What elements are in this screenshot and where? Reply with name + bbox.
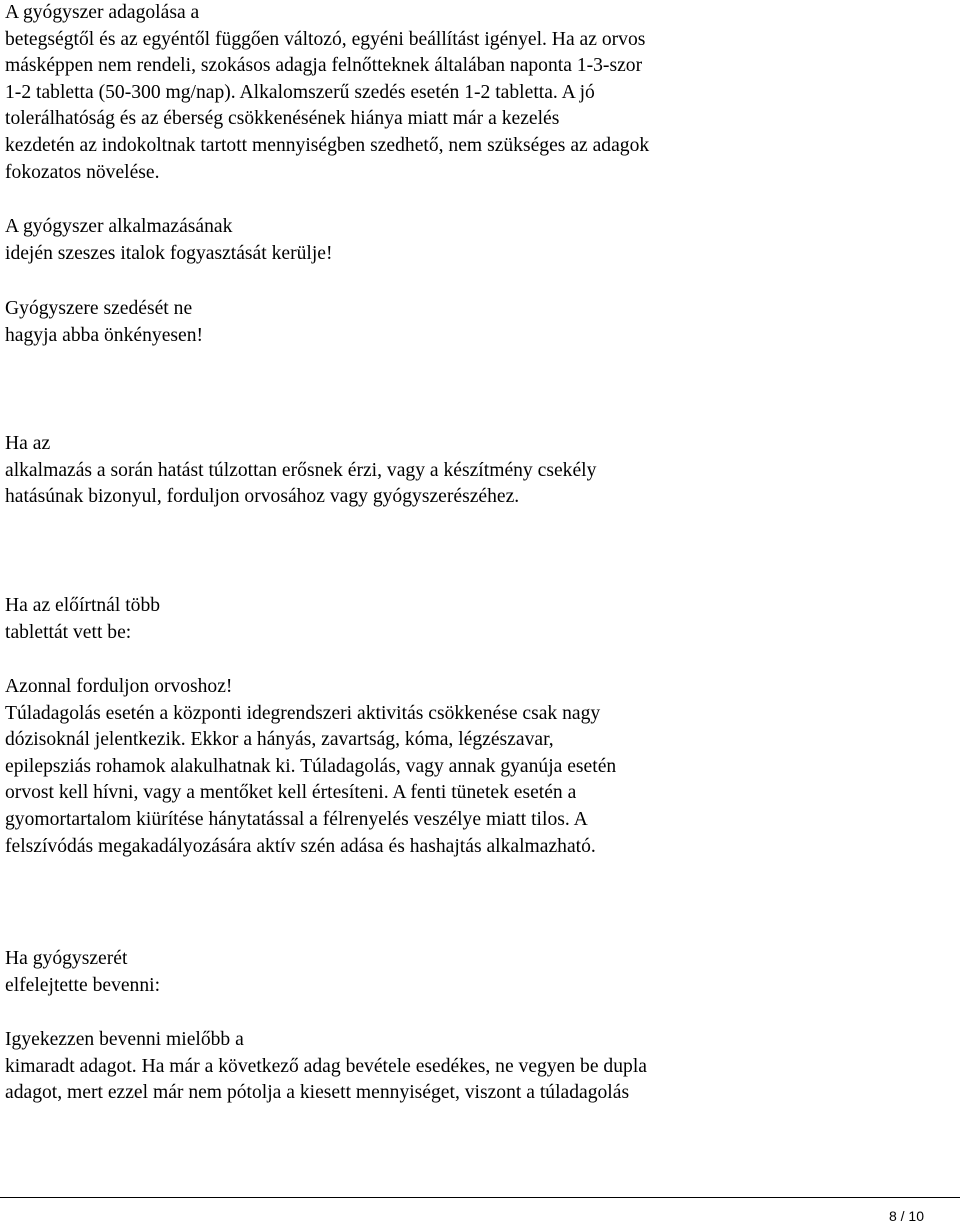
text-line: epilepsziás rohamok alakulhatnak ki. Túladagolás, vagy annak gyanúja esetén <box>5 755 617 777</box>
footer-divider <box>0 1197 960 1198</box>
missed-dose-paragraph <box>5 1027 950 1107</box>
text-line: kimaradt adagot. Ha már a következő adag bevétele esedékes, ne vegyen be dupla <box>5 1055 647 1077</box>
text-line: Ha az előírtnál több <box>5 595 161 616</box>
overdose-paragraph <box>5 674 950 860</box>
text-line: gyomortartalom kiürítése hánytatással a félrenyelés veszélye miatt tilos. A <box>5 808 588 830</box>
do-not-stop-paragraph <box>5 296 950 349</box>
text-line: fokozatos növelése. <box>5 161 160 183</box>
text-line: kezdetén az indokoltnak tartott mennyiségben szedhető, nem szükséges az adagok <box>5 134 650 156</box>
text-line: A gyógyszer adagolása a <box>5 2 200 23</box>
effect-paragraph <box>5 431 950 511</box>
text-line: Ha az <box>5 433 51 454</box>
text-line: tolerálhatóság és az éberség csökkenésének hiánya miatt már a kezelés <box>5 108 560 130</box>
text-line: Gyógyszere szedését ne <box>5 298 193 319</box>
overdose-heading <box>5 593 950 646</box>
text-line: adagot, mert ezzel már nem pótolja a kiesett mennyiséget, viszont a túladagolás <box>5 1082 630 1104</box>
text-line: elfelejtette bevenni: <box>5 974 161 996</box>
text-line: alkalmazás a során hatást túlzottan erősnek érzi, vagy a készítmény csekély <box>5 459 597 481</box>
text-line: Azonnal forduljon orvoshoz! <box>5 676 233 697</box>
page-number: 8 / 10 <box>888 1208 924 1224</box>
text-line: 1-2 tabletta (50-300 mg/nap). Alkalomszerű szedés esetén 1-2 tabletta. A jó <box>5 81 595 103</box>
text-line: másképpen nem rendeli, szokásos adagja felnőtteknek általában naponta 1-3-szor <box>5 55 643 77</box>
missed-dose-heading <box>5 946 950 999</box>
text-line: tablettát vett be: <box>5 621 132 643</box>
text-line: Igyekezzen bevenni mielőbb a <box>5 1029 244 1050</box>
text-line: hagyja abba önkényesen! <box>5 324 204 346</box>
text-line: dózisoknál jelentkezik. Ekkor a hányás, zavartság, kóma, légzészavar, <box>5 729 554 751</box>
text-line: felszívódás megakadályozására aktív szén adása és hashajtás alkalmazható. <box>5 835 596 857</box>
dosage-paragraph <box>5 0 950 186</box>
text-line: Túladagolás esetén a központi idegrendszeri aktivitás csökkenése csak nagy <box>5 702 601 724</box>
text-line: orvost kell hívni, vagy a mentőket kell értesíteni. A fenti tünetek esetén a <box>5 782 577 804</box>
alcohol-warning-paragraph <box>5 214 950 267</box>
text-line: hatásúnak bizonyul, forduljon orvosához vagy gyógyszerészéhez. <box>5 486 520 508</box>
text-line: Ha gyógyszerét <box>5 948 128 969</box>
text-line: betegségtől és az egyéntől függően változó, egyéni beállítást igényel. Ha az orvos <box>5 28 646 50</box>
text-line: A gyógyszer alkalmazásának <box>5 216 233 237</box>
text-line: idején szeszes italok fogyasztását kerülje! <box>5 242 333 264</box>
